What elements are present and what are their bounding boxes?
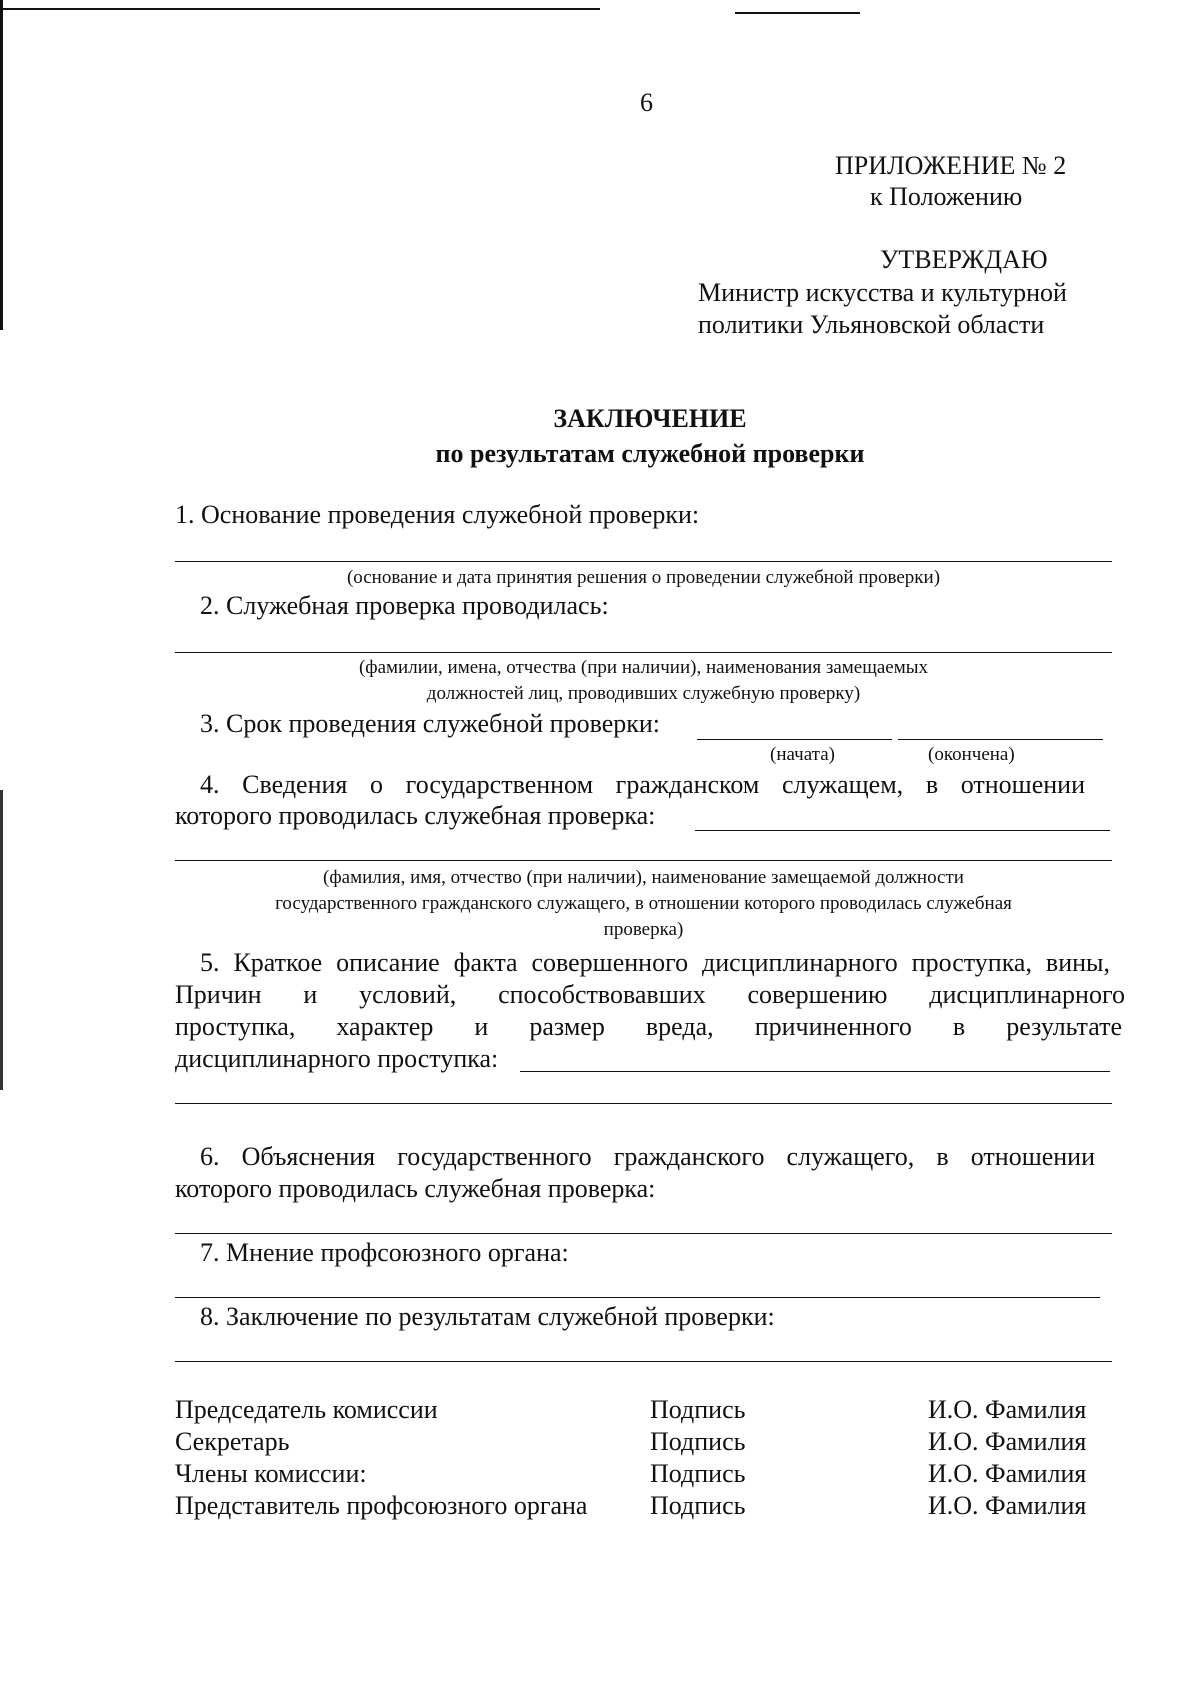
document-subtitle: по результатам служебной проверки xyxy=(435,439,865,468)
item4-line2: которого проводилась служебная проверка: xyxy=(175,801,656,830)
item2-hint-line2: должностей лиц, проводивших служебную проверку) xyxy=(426,683,861,704)
signature-sign: Подпись xyxy=(650,1491,746,1520)
signature-role: Секретарь xyxy=(175,1427,290,1456)
item5-line4: дисциплинарного проступка: xyxy=(175,1044,499,1073)
item8-label: 8. Заключение по результатам служебной проверки: xyxy=(200,1302,775,1331)
item4-hint-line2: государственного гражданского служащего, в отношении которого проводилась служебная xyxy=(275,893,1012,914)
signature-name: И.О. Фамилия xyxy=(928,1491,1087,1520)
item3-hint-start: (начата) xyxy=(770,744,835,765)
item3-hint-end: (окончена) xyxy=(928,744,1015,765)
item5-fill-line xyxy=(175,1103,1112,1104)
item4-fill-line-short xyxy=(695,830,1110,831)
item8-fill-line xyxy=(175,1361,1112,1362)
signature-name: И.О. Фамилия xyxy=(928,1427,1087,1456)
item2-hint-line1: (фамилии, имена, отчества (при наличии), наименования замещаемых xyxy=(358,657,929,678)
item5-fill-line-short xyxy=(520,1071,1110,1072)
item1-label: 1. Основание проведения служебной проверки: xyxy=(175,500,700,529)
scan-edge-line-top xyxy=(0,8,600,10)
item4-fill-line xyxy=(175,860,1112,861)
item2-label: 2. Служебная проверка проводилась: xyxy=(200,591,609,620)
item6-line1: 6. Объяснения государственного гражданского служащего, в отношении xyxy=(200,1142,1095,1171)
item6-fill-line xyxy=(175,1233,1112,1234)
appendix-subtitle: к Положению xyxy=(870,182,1023,211)
item4-line1: 4. Сведения о государственном гражданском служащем, в отношении xyxy=(200,770,1085,799)
item2-fill-line xyxy=(175,652,1112,653)
signature-role: Председатель комиссии xyxy=(175,1395,438,1424)
page-number: 6 xyxy=(640,88,653,117)
scan-edge-mark-left-lower xyxy=(0,790,3,1090)
approval-label: УТВЕРЖДАЮ xyxy=(880,245,1048,274)
approver-position-line1: Министр искусства и культурной xyxy=(698,278,1067,307)
signature-name: И.О. Фамилия xyxy=(928,1459,1087,1488)
signature-role: Представитель профсоюзного органа xyxy=(175,1491,588,1520)
item1-fill-line xyxy=(175,561,1112,562)
item1-hint: (основание и дата принятия решения о проведении служебной проверки) xyxy=(346,567,941,588)
item3-label: 3. Срок проведения служебной проверки: xyxy=(200,709,661,738)
signature-sign: Подпись xyxy=(650,1427,746,1456)
item4-hint-line1: (фамилия, имя, отчество (при наличии), наименование замещаемой должности xyxy=(323,867,964,888)
item4-hint-line3: проверка) xyxy=(603,919,684,940)
item7-label: 7. Мнение профсоюзного органа: xyxy=(200,1238,569,1267)
scan-edge-mark-left xyxy=(0,0,3,330)
item5-line1: 5. Краткое описание факта совершенного дисциплинарного проступка, вины, xyxy=(200,948,1110,977)
item5-line3: проступка, характер и размер вреда, причиненного в результате xyxy=(175,1012,1122,1041)
document-title: ЗАКЛЮЧЕНИЕ xyxy=(553,404,747,433)
item3-end-line xyxy=(898,739,1103,740)
signature-name: И.О. Фамилия xyxy=(928,1395,1087,1424)
item7-fill-line xyxy=(175,1297,1100,1298)
appendix-title: ПРИЛОЖЕНИЕ № 2 xyxy=(835,151,1067,180)
item5-line2: Причин и условий, способствовавших совершению дисциплинарного xyxy=(175,980,1125,1009)
item6-line2: которого проводилась служебная проверка: xyxy=(175,1174,656,1203)
signature-role: Члены комиссии: xyxy=(175,1459,367,1488)
item3-start-line xyxy=(697,739,892,740)
signature-sign: Подпись xyxy=(650,1395,746,1424)
signature-sign: Подпись xyxy=(650,1459,746,1488)
scan-edge-line-top-short xyxy=(735,12,860,14)
approver-position-line2: политики Ульяновской области xyxy=(698,310,1045,339)
